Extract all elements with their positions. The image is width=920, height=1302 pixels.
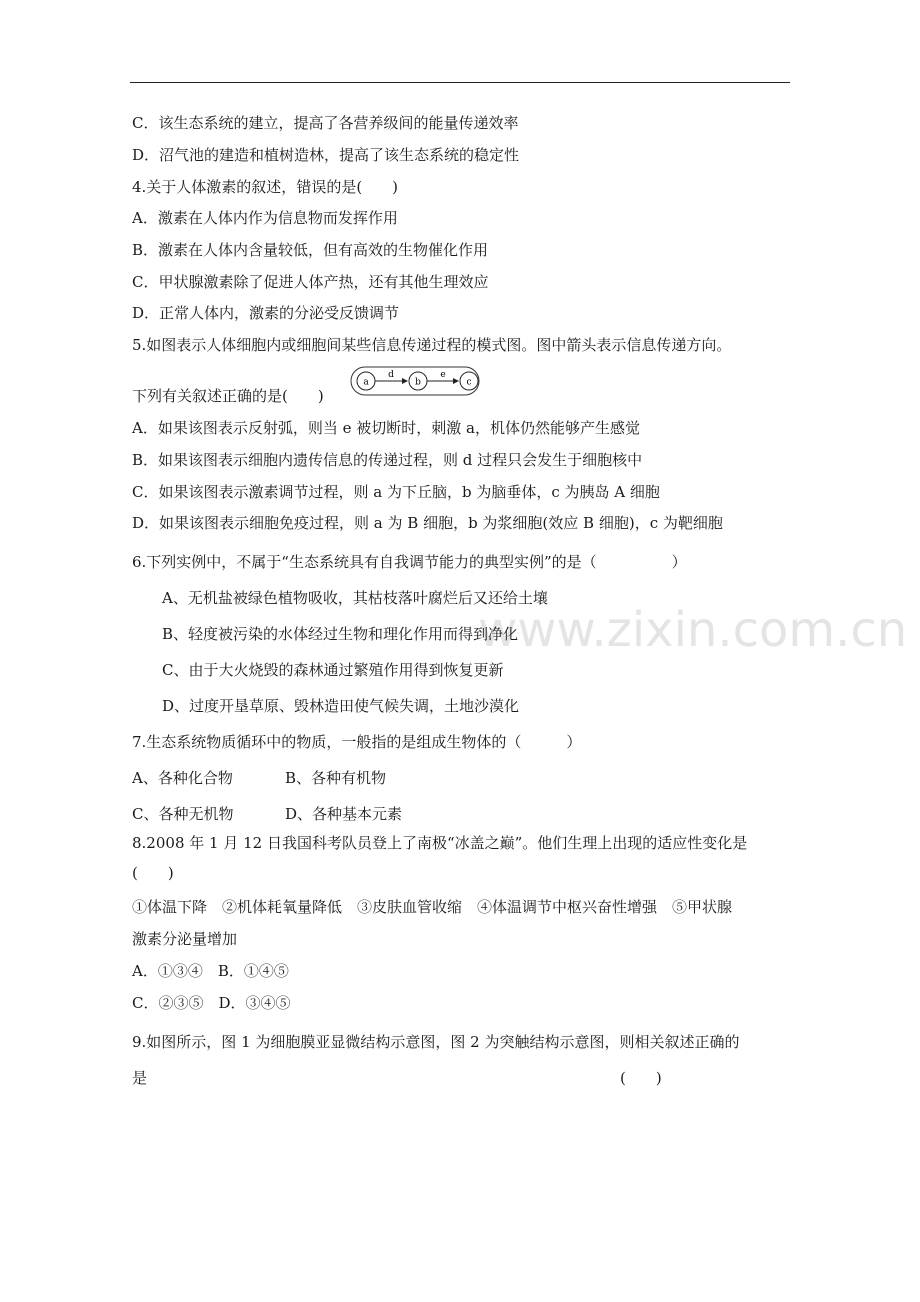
question-6-option-c: C、由于大火烧毁的森林通过繁殖作用得到恢复更新 — [162, 661, 504, 679]
question-8-options-ab: A．①③④ B．①④⑤ — [132, 962, 289, 980]
question-9: 9.如图所示，图 1 为细胞膜亚显微结构示意图，图 2 为突触结构示意图，则相关叙述正确的 — [132, 1033, 740, 1051]
question-5-option-a: A．如果该图表示反射弧，则当 e 被切断时，刺激 a，机体仍然能够产生感觉 — [132, 419, 640, 437]
question-6-option-a: A、无机盐被绿色植物吸收，其枯枝落叶腐烂后又还给土壤 — [162, 589, 548, 607]
watermark: www.zixin.com.cn — [478, 602, 908, 658]
question-4-option-b: B．激素在人体内含量较低，但有高效的生物催化作用 — [132, 241, 489, 259]
question-8-options-cd: C．②③⑤ D．③④⑤ — [132, 994, 291, 1012]
question-4-option-c: C．甲状腺激素除了促进人体产热，还有其他生理效应 — [132, 273, 489, 291]
question-8-items: ①体温下降 ②机体耗氧量降低 ③皮肤血管收缩 ④体温调节中枢兴奋性增强 ⑤甲状腺 — [132, 898, 733, 916]
question-5-option-d: D．如果该图表示细胞免疫过程，则 a 为 B 细胞，b 为浆细胞(效应 B 细胞)，c 为靶细胞 — [132, 514, 723, 532]
question-5: 5.如图表示人体细胞内或细胞间某些信息传递过程的模式图。图中箭头表示信息传递方向。 — [132, 336, 732, 354]
question-8-paren: ( ) — [132, 864, 174, 882]
question-7: 7.生态系统物质循环中的物质，一般指的是组成生物体的（ ） — [132, 733, 582, 751]
question-6-option-d: D、过度开垦草原、毁林造田使气候失调，土地沙漠化 — [162, 697, 520, 715]
diagram-node-c-label: c — [466, 377, 472, 388]
option-c-prev: C．该生态系统的建立，提高了各营养级间的能量传递效率 — [132, 114, 519, 132]
question-9-stem: 是 — [132, 1069, 148, 1087]
question-4: 4.关于人体激素的叙述，错误的是( ) — [132, 178, 399, 196]
question-7-option-c: C、各种无机物 — [132, 805, 234, 823]
question-8: 8.2008 年 1 月 12 日我国科考队员登上了南极“冰盖之巅”。他们生理上出现的适应性变化是 — [132, 834, 748, 852]
question-9-paren: ( ) — [620, 1069, 662, 1087]
question-7-option-d: D、各种基本元素 — [285, 805, 403, 823]
question-6: 6.下列实例中，不属于“生态系统具有自我调节能力的典型实例”的是（ ） — [132, 553, 687, 571]
diagram-edge-d-label: d — [388, 370, 394, 380]
diagram-edge-e-label: e — [440, 370, 446, 380]
question-5-option-b: B．如果该图表示细胞内遗传信息的传递过程，则 d 过程只会发生于细胞核中 — [132, 451, 643, 469]
diagram-node-b-label: b — [415, 377, 421, 388]
question-7-option-b: B、各种有机物 — [285, 769, 387, 787]
question-4-option-a: A．激素在人体内作为信息物而发挥作用 — [132, 209, 398, 227]
header-rule — [130, 82, 790, 83]
diagram-node-a-label: a — [363, 377, 369, 388]
question-7-option-a: A、各种化合物 — [132, 769, 233, 787]
question-6-option-b: B、轻度被污染的水体经过生物和理化作用而得到净化 — [162, 625, 519, 643]
signal-pathway-diagram — [350, 366, 480, 396]
question-5-stem: 下列有关叙述正确的是( ) — [132, 387, 324, 405]
question-5-option-c: C．如果该图表示激素调节过程，则 a 为下丘脑，b 为脑垂体，c 为胰岛 A 细胞 — [132, 483, 660, 501]
option-d-prev: D．沼气池的建造和植树造林，提高了该生态系统的稳定性 — [132, 146, 520, 164]
question-4-option-d: D．正常人体内，激素的分泌受反馈调节 — [132, 304, 400, 322]
question-8-items-cont: 激素分泌量增加 — [132, 930, 238, 948]
